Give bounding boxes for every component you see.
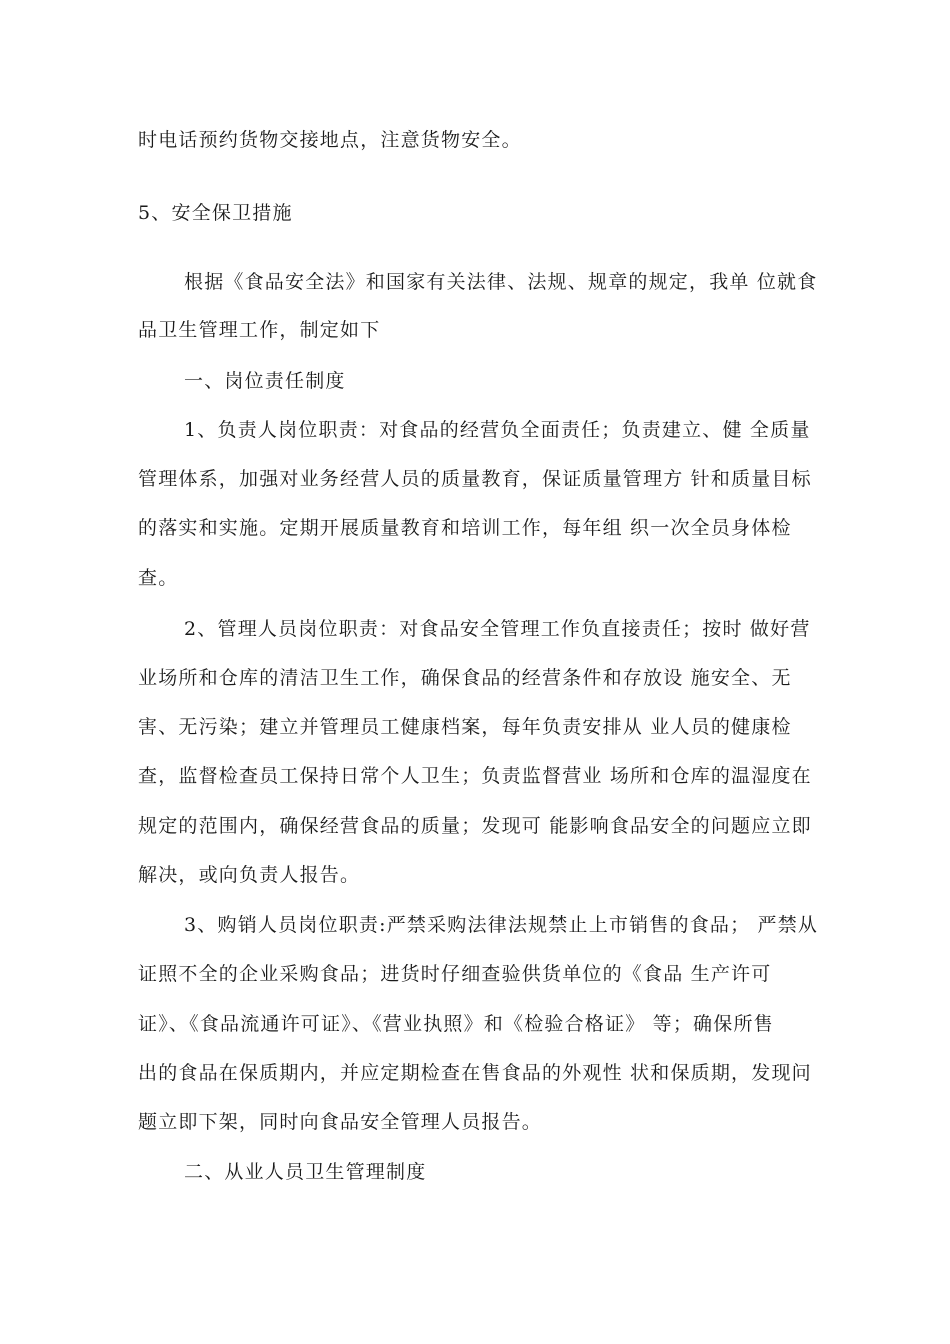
text-line: 业场所和仓库的清洁卫生工作，确保食品的经营条件和存放设 施安全、无 bbox=[138, 667, 792, 689]
text-line: 管理体系，加强对业务经营人员的质量教育，保证质量管理方 针和质量目标 bbox=[138, 468, 812, 490]
text-line: 解决，或向负责人报告。 bbox=[138, 864, 361, 886]
text-line: 出的食品在保质期内，并应定期检查在售食品的外观性 状和保质期，发现问 bbox=[138, 1062, 812, 1084]
text-line: 证照不全的企业采购食品；进货时仔细查验供货单位的《食品 生产许可 bbox=[138, 963, 772, 985]
section-heading: 二、从业人员卫生管理制度 bbox=[184, 1161, 427, 1183]
text-line: 的落实和实施。定期开展质量教育和培训工作，每年组 织一次全员身体检 bbox=[138, 517, 792, 539]
text-line: 题立即下架，同时向食品安全管理人员报告。 bbox=[138, 1111, 543, 1133]
section-heading: 一、岗位责任制度 bbox=[184, 370, 346, 392]
text-line: 查。 bbox=[138, 567, 179, 589]
text-line: 2、管理人员岗位职责：对食品安全管理工作负直接责任；按时 做好营 bbox=[184, 618, 811, 640]
text-line: 1、负责人岗位职责：对食品的经营负全面责任；负责建立、健 全质量 bbox=[184, 419, 811, 441]
text-line: 查，监督检查员工保持日常个人卫生；负责监督营业 场所和仓库的温湿度在 bbox=[138, 765, 812, 787]
text-line: 规定的范围内，确保经营食品的质量；发现可 能影响食品安全的问题应立即 bbox=[138, 815, 812, 837]
text-line: 品卫生管理工作，制定如下 bbox=[138, 319, 381, 341]
section-heading: 5、安全保卫措施 bbox=[138, 202, 293, 224]
text-line: 时电话预约货物交接地点，注意货物安全。 bbox=[138, 129, 522, 151]
text-line: 根据《食品安全法》和国家有关法律、法规、规章的规定，我单 位就食 bbox=[184, 271, 818, 293]
text-line: 3、购销人员岗位职责:严禁采购法律法规禁止上市销售的食品； 严禁从 bbox=[184, 914, 819, 936]
text-line: 害、无污染；建立并管理员工健康档案，每年负责安排从 业人员的健康检 bbox=[138, 716, 792, 738]
text-line: 证》、《食品流通许可证》、《营业执照》和《检验合格证》 等；确保所售 bbox=[138, 1013, 774, 1035]
